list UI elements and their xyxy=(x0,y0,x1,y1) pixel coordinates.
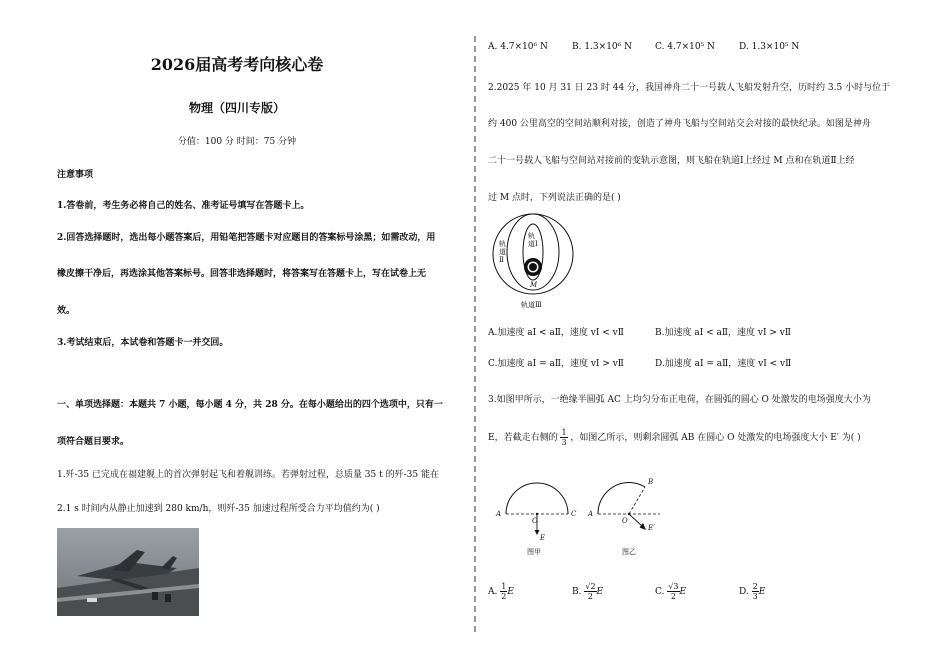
question-3-line-1: 3.如图甲所示，一绝缘半圆弧 AC 上均匀分布正电荷，在圆弧的圆心 O 处激发的电场强度大小为 xyxy=(488,395,871,405)
label-b: B xyxy=(648,478,654,486)
question-2-line-1: 2.2025 年 10 月 31 日 23 时 44 分，我国神舟二十一号载人飞船发射升空，历时约 3.5 小时与位于 xyxy=(488,83,891,93)
label-c: C xyxy=(571,510,577,518)
question-3-line-2 xyxy=(488,428,861,447)
q2-option-c[interactable]: C.加速度 aⅠ = aⅡ，速度 vⅠ > vⅡ xyxy=(488,359,624,369)
q2-option-a[interactable]: A.加速度 aⅠ < aⅡ，速度 vⅠ < vⅡ xyxy=(488,328,624,338)
q3-option-d-fraction: $\frac{2}{3}$ xyxy=(752,582,758,601)
question-2-line-2: 约 400 公里高空的空间站顺利对接，创造了神舟飞船与空间站交会对接的最快纪录。如图是神舟 xyxy=(488,119,871,129)
orbit-diagram xyxy=(488,212,588,312)
point-m-label: M xyxy=(530,281,538,289)
caption-figure-2: 图乙 xyxy=(622,548,636,556)
q2-option-b[interactable]: B.加速度 aⅠ < aⅡ，速度 vⅠ > vⅡ xyxy=(655,328,791,338)
orbit-3-label: 轨道Ⅲ xyxy=(521,301,542,309)
notice-item-2-line-1: 2.回答选择题时，选出每小题答案后，用铅笔把答题卡对应题目的答案标号涂黑；如需改动，用 xyxy=(57,233,436,243)
q2-option-d[interactable]: D.加速度 aⅠ = aⅡ，速度 vⅠ < vⅡ xyxy=(655,359,792,369)
fighter-jet-photo xyxy=(57,528,199,616)
label-e-prime: E′ xyxy=(648,524,655,532)
section-1-heading-line-2: 项符合题目要求。 xyxy=(57,437,130,447)
caption-figure-1: 图甲 xyxy=(527,548,541,556)
label-o-left: O xyxy=(532,517,538,525)
exam-subtitle: 物理（四川专版） xyxy=(188,101,285,115)
q3-option-d[interactable]: D. $\frac{2}{3}$ E xyxy=(739,582,766,601)
q1-option-c[interactable]: C. 4.7×10⁵ N xyxy=(655,42,715,52)
q1-option-d[interactable]: D. 1.3×10⁵ N xyxy=(739,42,800,52)
question-2-line-4: 过 M 点时，下列说法正确的是( ) xyxy=(488,193,621,203)
label-o-right: O xyxy=(622,517,628,525)
question-3-line-2-start: E，若截走右侧的 xyxy=(488,433,558,443)
notice-heading: 注意事项 xyxy=(57,170,94,180)
notice-item-3: 3.考试结束后，本试卷和答题卡一并交回。 xyxy=(57,338,229,348)
notice-item-2-line-3: 效。 xyxy=(57,306,76,316)
notice-item-1: 1.答卷前，考生务必将自己的姓名、准考证号填写在答题卡上。 xyxy=(57,201,310,211)
label-a-left: A xyxy=(496,510,502,518)
exam-title: 2026届高考考向核心卷 xyxy=(150,55,324,74)
q3-option-a[interactable]: A. $\frac{1}{2}$ E xyxy=(488,582,514,601)
fraction-one-third: $\frac{1}{3}$ xyxy=(561,428,567,447)
label-e: E xyxy=(540,534,546,542)
section-1-heading-line-1: 一、单项选择题：本题共 7 小题，每小题 4 分，共 28 分。在每小题给出的四个选项中，只有一 xyxy=(57,400,443,410)
notice-item-2-line-2: 橡皮擦干净后，再选涂其他答案标号。回答非选择题时，将答案写在答题卡上，写在试卷上无 xyxy=(57,269,427,279)
q3-option-c[interactable]: C. $\frac{√3}{2}$ E xyxy=(655,582,687,601)
orbit-1-label: 轨道Ⅰ xyxy=(528,232,538,248)
question-2-line-3: 二十一号载人飞船与空间站对接前的变轨示意图，则飞船在轨道Ⅰ上经过 M 点和在轨道Ⅱ上经 xyxy=(488,156,855,166)
q3-option-a-fraction: $\frac{1}{2}$ xyxy=(501,582,507,601)
orbit-2-label: 轨道Ⅱ xyxy=(499,240,506,264)
question-1-line-1: 1.歼-35 已完成在福建舰上的首次弹射起飞和着舰训练。若弹射过程，总质量 35 t 的歼-35 能在 xyxy=(57,470,439,480)
q1-option-b[interactable]: B. 1.3×10⁶ N xyxy=(572,42,632,52)
q1-option-a[interactable]: A. 4.7×10⁶ N xyxy=(488,42,548,52)
column-divider xyxy=(474,36,476,632)
q3-option-c-fraction: $\frac{√3}{2}$ xyxy=(668,582,679,601)
label-a-right: A xyxy=(588,510,594,518)
question-1-line-2: 2.1 s 时间内从静止加速到 280 km/h，则歼-35 加速过程所受合力平均值约为( ) xyxy=(57,504,380,514)
q3-option-b-fraction: $\frac{√2}{2}$ xyxy=(585,582,596,601)
arc-charge-diagram xyxy=(490,472,660,562)
q3-option-b[interactable]: B. $\frac{√2}{2}$ E xyxy=(572,582,604,601)
question-3-line-2-end: ，如图乙所示，则剩余圆弧 AB 在圆心 O 处激发的电场强度大小 E′ 为( ) xyxy=(570,433,861,443)
score-time-line: 分值：100 分 时间：75 分钟 xyxy=(177,137,297,147)
